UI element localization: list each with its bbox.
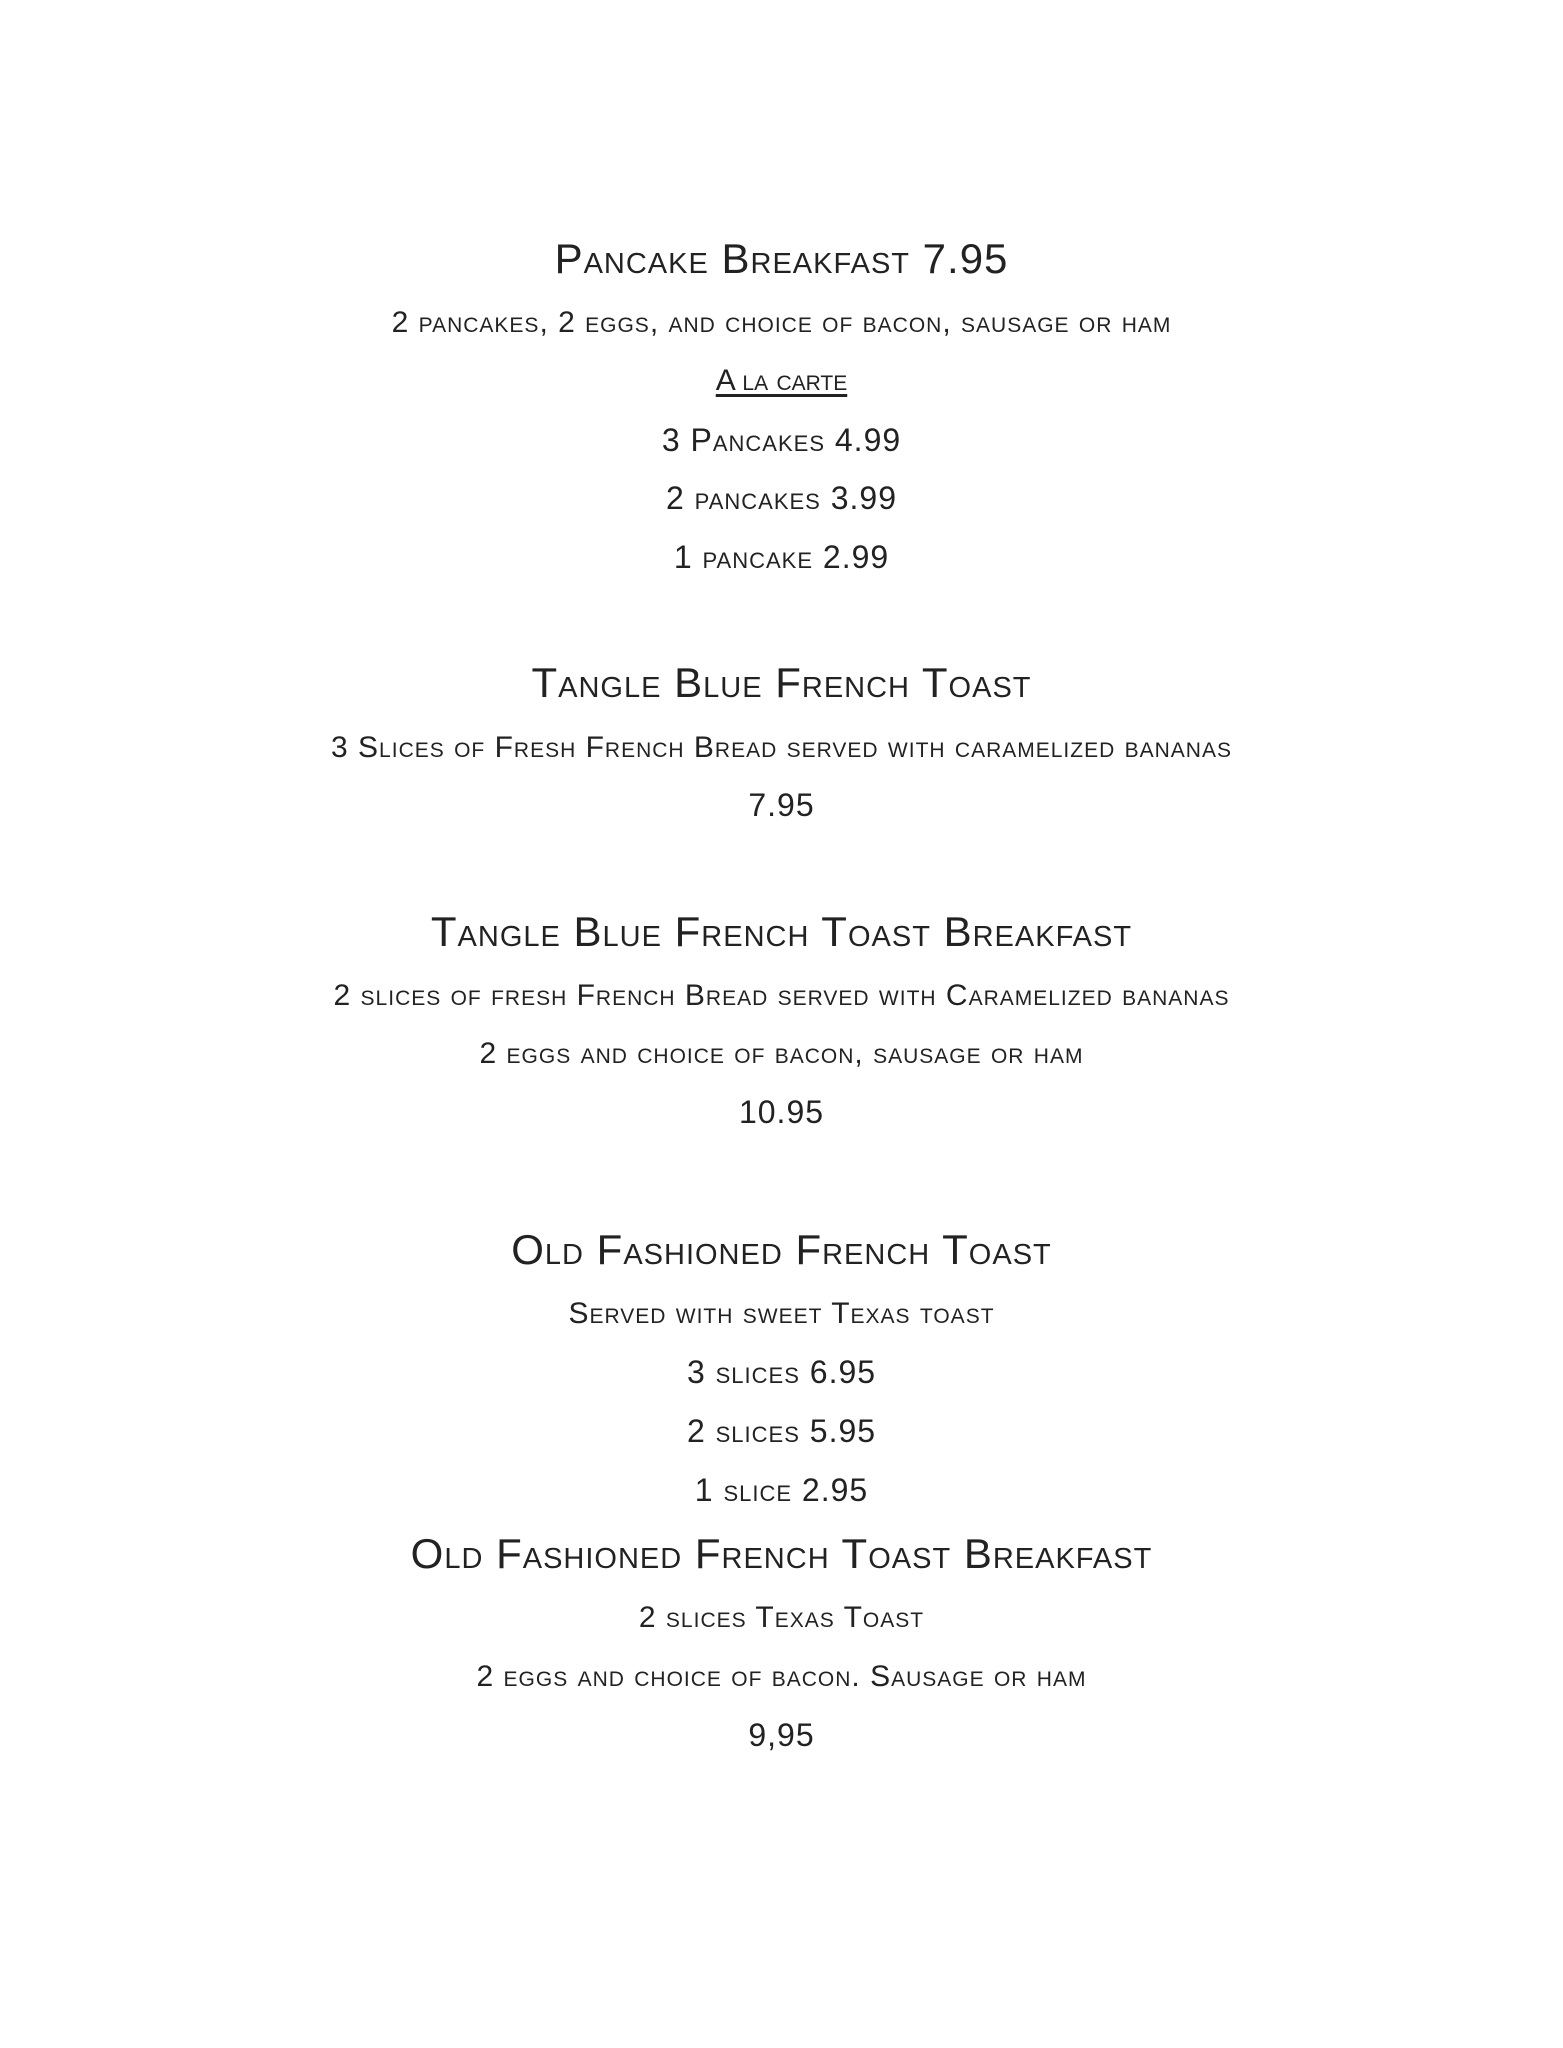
a-la-carte-heading: A la carte [715,364,848,397]
section-price: 9,95 [748,1717,815,1753]
section-description: 2 eggs and choice of bacon, sausage or ham [479,1037,1084,1070]
a-la-carte-item: 3 Pancakes 4.99 [661,422,902,458]
menu-item-price-line: 3 slices 6.95 [686,1354,877,1390]
section-title-tangle-blue-french-toast-breakfast: Tangle Blue French Toast Breakfast [430,908,1133,955]
section-description: 2 slices of fresh French Bread served with Caramelized bananas [333,979,1230,1012]
a-la-carte-item: 2 pancakes 3.99 [665,480,898,516]
section-description: 2 pancakes, 2 eggs, and choice of bacon, sausage or ham [391,306,1172,339]
section-description: 3 Slices of Fresh French Bread served with caramelized bananas [331,731,1232,764]
section-description: Served with sweet Texas toast [568,1297,995,1330]
section-description: 2 eggs and choice of bacon. Sausage or ham [476,1660,1087,1693]
section-title-old-fashioned-french-toast-breakfast: Old Fashioned French Toast Breakfast [410,1530,1153,1577]
a-la-carte-item: 1 pancake 2.99 [673,539,890,575]
section-description: 2 slices Texas Toast [638,1601,925,1634]
section-title-pancake-breakfast: Pancake Breakfast 7.95 [554,235,1009,282]
section-title-tangle-blue-french-toast: Tangle Blue French Toast [531,659,1032,706]
menu-item-price-line: 1 slice 2.95 [694,1472,869,1508]
section-price: 7.95 [748,787,815,823]
section-price: 10.95 [738,1094,825,1130]
menu-item-price-line: 2 slices 5.95 [686,1413,877,1449]
section-title-old-fashioned-french-toast: Old Fashioned French Toast [511,1226,1052,1273]
